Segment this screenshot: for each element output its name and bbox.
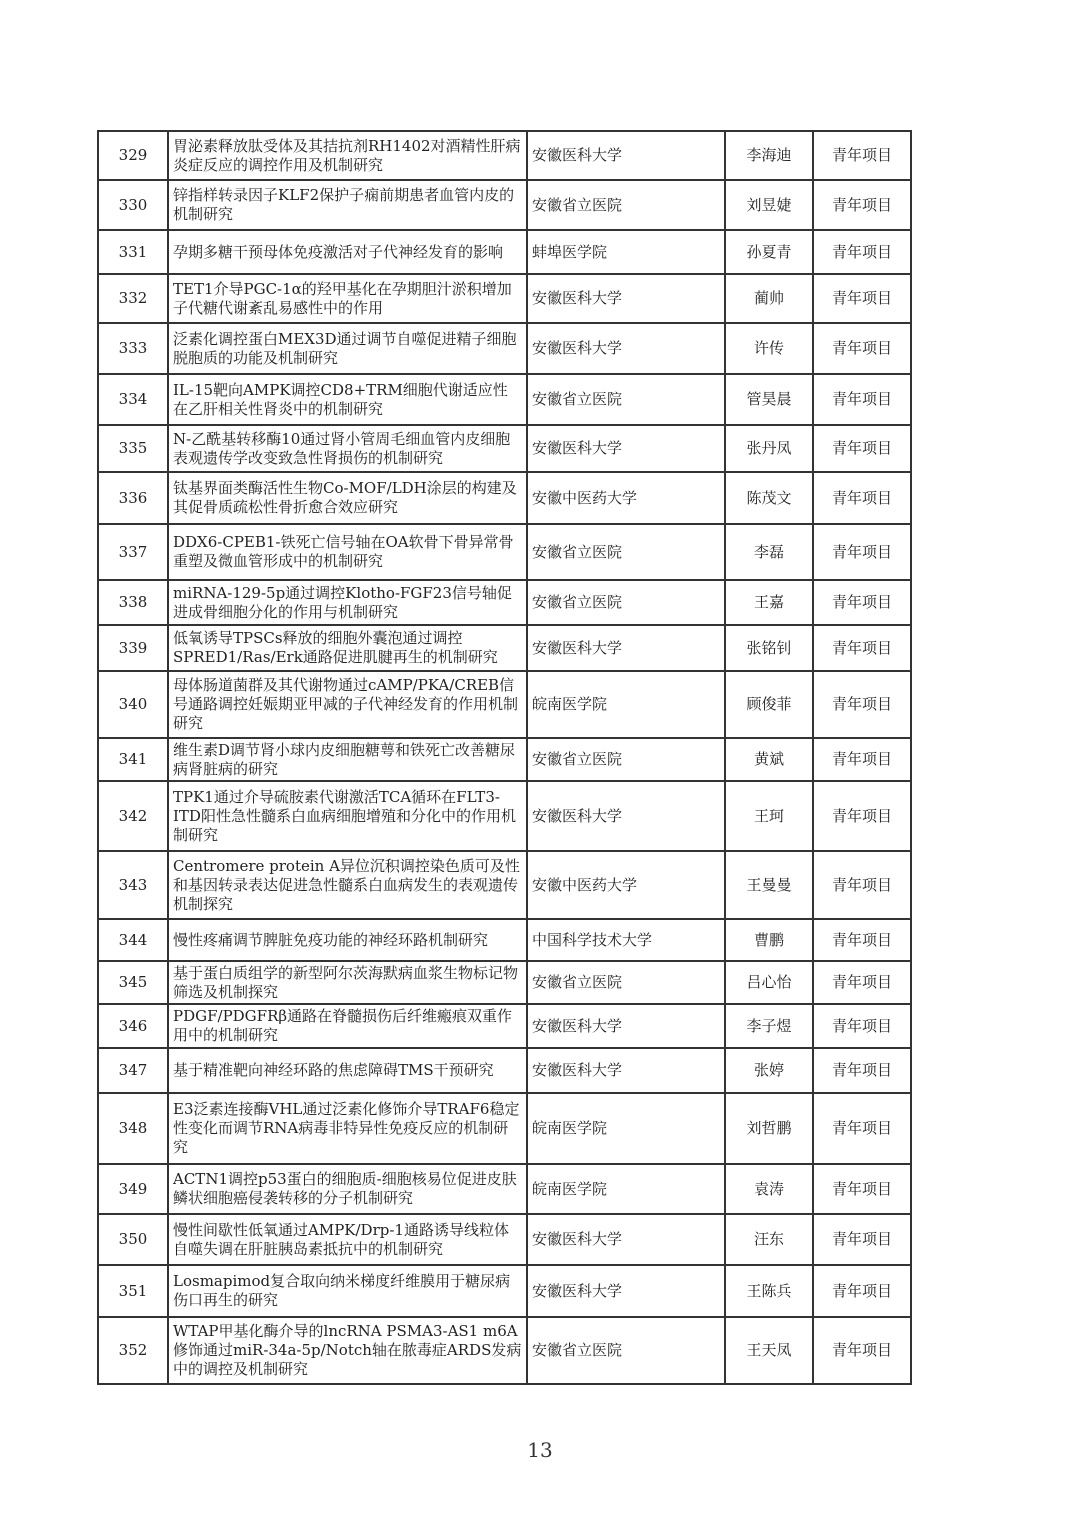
principal-investigator-cell: 管昊晨	[725, 374, 813, 425]
principal-investigator-cell: 张婷	[725, 1048, 813, 1093]
principal-investigator-cell: 王嘉	[725, 580, 813, 625]
table-row	[98, 425, 911, 472]
principal-investigator-cell: 王曼曼	[725, 851, 813, 919]
table-row	[98, 1265, 911, 1317]
row-number-cell: 352	[98, 1317, 168, 1384]
institution-cell: 安徽省立医院	[527, 180, 725, 230]
project-type-cell: 青年项目	[813, 781, 911, 851]
project-title-cell: miRNA-129-5p通过调控Klotho-FGF23信号轴促进成骨细胞分化的作用与机制研究	[168, 580, 527, 625]
principal-investigator-cell: 张丹凤	[725, 425, 813, 472]
project-type-cell: 青年项目	[813, 274, 911, 323]
project-title-cell: 维生素D调节肾小球内皮细胞糖萼和铁死亡改善糖尿病肾脏病的研究	[168, 738, 527, 781]
row-number-cell: 349	[98, 1164, 168, 1214]
row-number-cell: 350	[98, 1214, 168, 1265]
row-number-cell: 336	[98, 472, 168, 524]
project-title-cell: 基于蛋白质组学的新型阿尔茨海默病血浆生物标记物筛选及机制探究	[168, 961, 527, 1004]
project-title-cell: 胃泌素释放肽受体及其拮抗剂RH1402对酒精性肝病炎症反应的调控作用及机制研究	[168, 131, 527, 180]
table-row	[98, 738, 911, 781]
project-type-cell: 青年项目	[813, 472, 911, 524]
project-type-cell: 青年项目	[813, 1265, 911, 1317]
principal-investigator-cell: 刘昱婕	[725, 180, 813, 230]
principal-investigator-cell: 蔺帅	[725, 274, 813, 323]
project-type-cell: 青年项目	[813, 625, 911, 671]
table-row	[98, 180, 911, 230]
project-type-cell: 青年项目	[813, 524, 911, 580]
table-row	[98, 1214, 911, 1265]
table-row	[98, 230, 911, 274]
institution-cell: 安徽省立医院	[527, 524, 725, 580]
project-title-cell: 慢性疼痛调节脾脏免疫功能的神经环路机制研究	[168, 919, 527, 961]
institution-cell: 安徽医科大学	[527, 1265, 725, 1317]
project-type-cell: 青年项目	[813, 323, 911, 374]
table-row	[98, 472, 911, 524]
row-number-cell: 339	[98, 625, 168, 671]
principal-investigator-cell: 李海迪	[725, 131, 813, 180]
table-row	[98, 851, 911, 919]
institution-cell: 安徽中医药大学	[527, 472, 725, 524]
principal-investigator-cell: 黄斌	[725, 738, 813, 781]
project-title-cell: 泛素化调控蛋白MEX3D通过调节自噬促进精子细胞脱胞质的功能及机制研究	[168, 323, 527, 374]
table-row	[98, 671, 911, 738]
principal-investigator-cell: 曹鹏	[725, 919, 813, 961]
project-type-cell: 青年项目	[813, 1317, 911, 1384]
project-type-cell: 青年项目	[813, 374, 911, 425]
row-number-cell: 333	[98, 323, 168, 374]
project-type-cell: 青年项目	[813, 1093, 911, 1164]
institution-cell: 安徽中医药大学	[527, 851, 725, 919]
project-title-cell: IL-15靶向AMPK调控CD8+TRM细胞代谢适应性在乙肝相关性肾炎中的机制研究	[168, 374, 527, 425]
project-title-cell: Centromere protein A异位沉积调控染色质可及性和基因转录表达促进急性髓系白血病发生的表观遗传机制探究	[168, 851, 527, 919]
project-type-cell: 青年项目	[813, 131, 911, 180]
row-number-cell: 348	[98, 1093, 168, 1164]
row-number-cell: 346	[98, 1004, 168, 1048]
institution-cell: 安徽医科大学	[527, 131, 725, 180]
principal-investigator-cell: 吕心怡	[725, 961, 813, 1004]
page-number: 13	[527, 1438, 553, 1462]
principal-investigator-cell: 王珂	[725, 781, 813, 851]
institution-cell: 安徽省立医院	[527, 961, 725, 1004]
project-table	[97, 130, 912, 1385]
row-number-cell: 334	[98, 374, 168, 425]
project-type-cell: 青年项目	[813, 180, 911, 230]
project-title-cell: Losmapimod复合取向纳米梯度纤维膜用于糖尿病伤口再生的研究	[168, 1265, 527, 1317]
project-title-cell: 基于精准靶向神经环路的焦虑障碍TMS干预研究	[168, 1048, 527, 1093]
institution-cell: 安徽医科大学	[527, 1004, 725, 1048]
project-title-cell: DDX6-CPEB1-铁死亡信号轴在OA软骨下骨异常骨重塑及微血管形成中的机制研究	[168, 524, 527, 580]
row-number-cell: 335	[98, 425, 168, 472]
table-row	[98, 524, 911, 580]
project-title-cell: 低氧诱导TPSCs释放的细胞外囊泡通过调控SPRED1/Ras/Erk通路促进肌腱再生的机制研究	[168, 625, 527, 671]
principal-investigator-cell: 汪东	[725, 1214, 813, 1265]
institution-cell: 安徽医科大学	[527, 625, 725, 671]
project-type-cell: 青年项目	[813, 1164, 911, 1214]
institution-cell: 安徽医科大学	[527, 781, 725, 851]
principal-investigator-cell: 孙夏青	[725, 230, 813, 274]
project-title-cell: TET1介导PGC-1α的羟甲基化在孕期胆汁淤积增加子代糖代谢紊乱易感性中的作用	[168, 274, 527, 323]
project-title-cell: 锌指样转录因子KLF2保护子痫前期患者血管内皮的机制研究	[168, 180, 527, 230]
table-row	[98, 580, 911, 625]
table-row	[98, 961, 911, 1004]
project-title-cell: 孕期多糖干预母体免疫激活对子代神经发育的影响	[168, 230, 527, 274]
project-type-cell: 青年项目	[813, 738, 911, 781]
institution-cell: 安徽医科大学	[527, 1214, 725, 1265]
project-type-cell: 青年项目	[813, 919, 911, 961]
institution-cell: 安徽省立医院	[527, 738, 725, 781]
project-title-cell: ACTN1调控p53蛋白的细胞质-细胞核易位促进皮肤鳞状细胞癌侵袭转移的分子机制研究	[168, 1164, 527, 1214]
row-number-cell: 343	[98, 851, 168, 919]
table-row	[98, 625, 911, 671]
institution-cell: 皖南医学院	[527, 671, 725, 738]
project-title-cell: TPK1通过介导硫胺素代谢激活TCA循环在FLT3-ITD阳性急性髓系白血病细胞增殖和分化中的作用机制研究	[168, 781, 527, 851]
row-number-cell: 340	[98, 671, 168, 738]
row-number-cell: 345	[98, 961, 168, 1004]
project-type-cell: 青年项目	[813, 425, 911, 472]
institution-cell: 安徽医科大学	[527, 323, 725, 374]
institution-cell: 安徽省立医院	[527, 1317, 725, 1384]
principal-investigator-cell: 刘哲鹏	[725, 1093, 813, 1164]
project-title-cell: 钛基界面类酶活性生物Co-MOF/LDH涂层的构建及其促骨质疏松性骨折愈合效应研究	[168, 472, 527, 524]
table-row	[98, 1317, 911, 1384]
institution-cell: 皖南医学院	[527, 1164, 725, 1214]
table-row	[98, 1164, 911, 1214]
table-row	[98, 323, 911, 374]
table-row	[98, 1004, 911, 1048]
institution-cell: 安徽医科大学	[527, 274, 725, 323]
principal-investigator-cell: 袁涛	[725, 1164, 813, 1214]
institution-cell: 皖南医学院	[527, 1093, 725, 1164]
principal-investigator-cell: 陈茂文	[725, 472, 813, 524]
project-type-cell: 青年项目	[813, 1048, 911, 1093]
row-number-cell: 342	[98, 781, 168, 851]
project-title-cell: N-乙酰基转移酶10通过肾小管周毛细血管内皮细胞表观遗传学改变致急性肾损伤的机制研究	[168, 425, 527, 472]
project-type-cell: 青年项目	[813, 230, 911, 274]
principal-investigator-cell: 王陈兵	[725, 1265, 813, 1317]
project-title-cell: 慢性间歇性低氧通过AMPK/Drp-1通路诱导线粒体自噬失调在肝脏胰岛素抵抗中的机制研究	[168, 1214, 527, 1265]
row-number-cell: 347	[98, 1048, 168, 1093]
row-number-cell: 338	[98, 580, 168, 625]
project-type-cell: 青年项目	[813, 851, 911, 919]
institution-cell: 安徽医科大学	[527, 1048, 725, 1093]
project-type-cell: 青年项目	[813, 1004, 911, 1048]
table-row	[98, 919, 911, 961]
row-number-cell: 344	[98, 919, 168, 961]
project-type-cell: 青年项目	[813, 671, 911, 738]
table-row	[98, 781, 911, 851]
institution-cell: 蚌埠医学院	[527, 230, 725, 274]
project-title-cell: WTAP甲基化酶介导的lncRNA PSMA3-AS1 m6A修饰通过miR-34a-5p/Notch轴在脓毒症ARDS发病中的调控及机制研究	[168, 1317, 527, 1384]
institution-cell: 安徽省立医院	[527, 374, 725, 425]
row-number-cell: 351	[98, 1265, 168, 1317]
row-number-cell: 331	[98, 230, 168, 274]
principal-investigator-cell: 李磊	[725, 524, 813, 580]
institution-cell: 安徽省立医院	[527, 580, 725, 625]
project-table-body	[98, 131, 911, 1384]
principal-investigator-cell: 顾俊菲	[725, 671, 813, 738]
project-type-cell: 青年项目	[813, 580, 911, 625]
table-row	[98, 131, 911, 180]
row-number-cell: 329	[98, 131, 168, 180]
institution-cell: 安徽医科大学	[527, 425, 725, 472]
table-row	[98, 1093, 911, 1164]
project-title-cell: 母体肠道菌群及其代谢物通过cAMP/PKA/CREB信号通路调控妊娠期亚甲减的子代神经发育的作用机制研究	[168, 671, 527, 738]
row-number-cell: 330	[98, 180, 168, 230]
table-row	[98, 1048, 911, 1093]
project-title-cell: E3泛素连接酶VHL通过泛素化修饰介导TRAF6稳定性变化而调节RNA病毒非特异性免疫反应的机制研究	[168, 1093, 527, 1164]
project-title-cell: PDGF/PDGFRβ通路在脊髓损伤后纤维瘢痕双重作用中的机制研究	[168, 1004, 527, 1048]
principal-investigator-cell: 李子煜	[725, 1004, 813, 1048]
principal-investigator-cell: 许传	[725, 323, 813, 374]
principal-investigator-cell: 王天凤	[725, 1317, 813, 1384]
institution-cell: 中国科学技术大学	[527, 919, 725, 961]
table-row	[98, 374, 911, 425]
row-number-cell: 341	[98, 738, 168, 781]
project-type-cell: 青年项目	[813, 1214, 911, 1265]
row-number-cell: 332	[98, 274, 168, 323]
row-number-cell: 337	[98, 524, 168, 580]
principal-investigator-cell: 张铭钊	[725, 625, 813, 671]
project-type-cell: 青年项目	[813, 961, 911, 1004]
table-row	[98, 274, 911, 323]
